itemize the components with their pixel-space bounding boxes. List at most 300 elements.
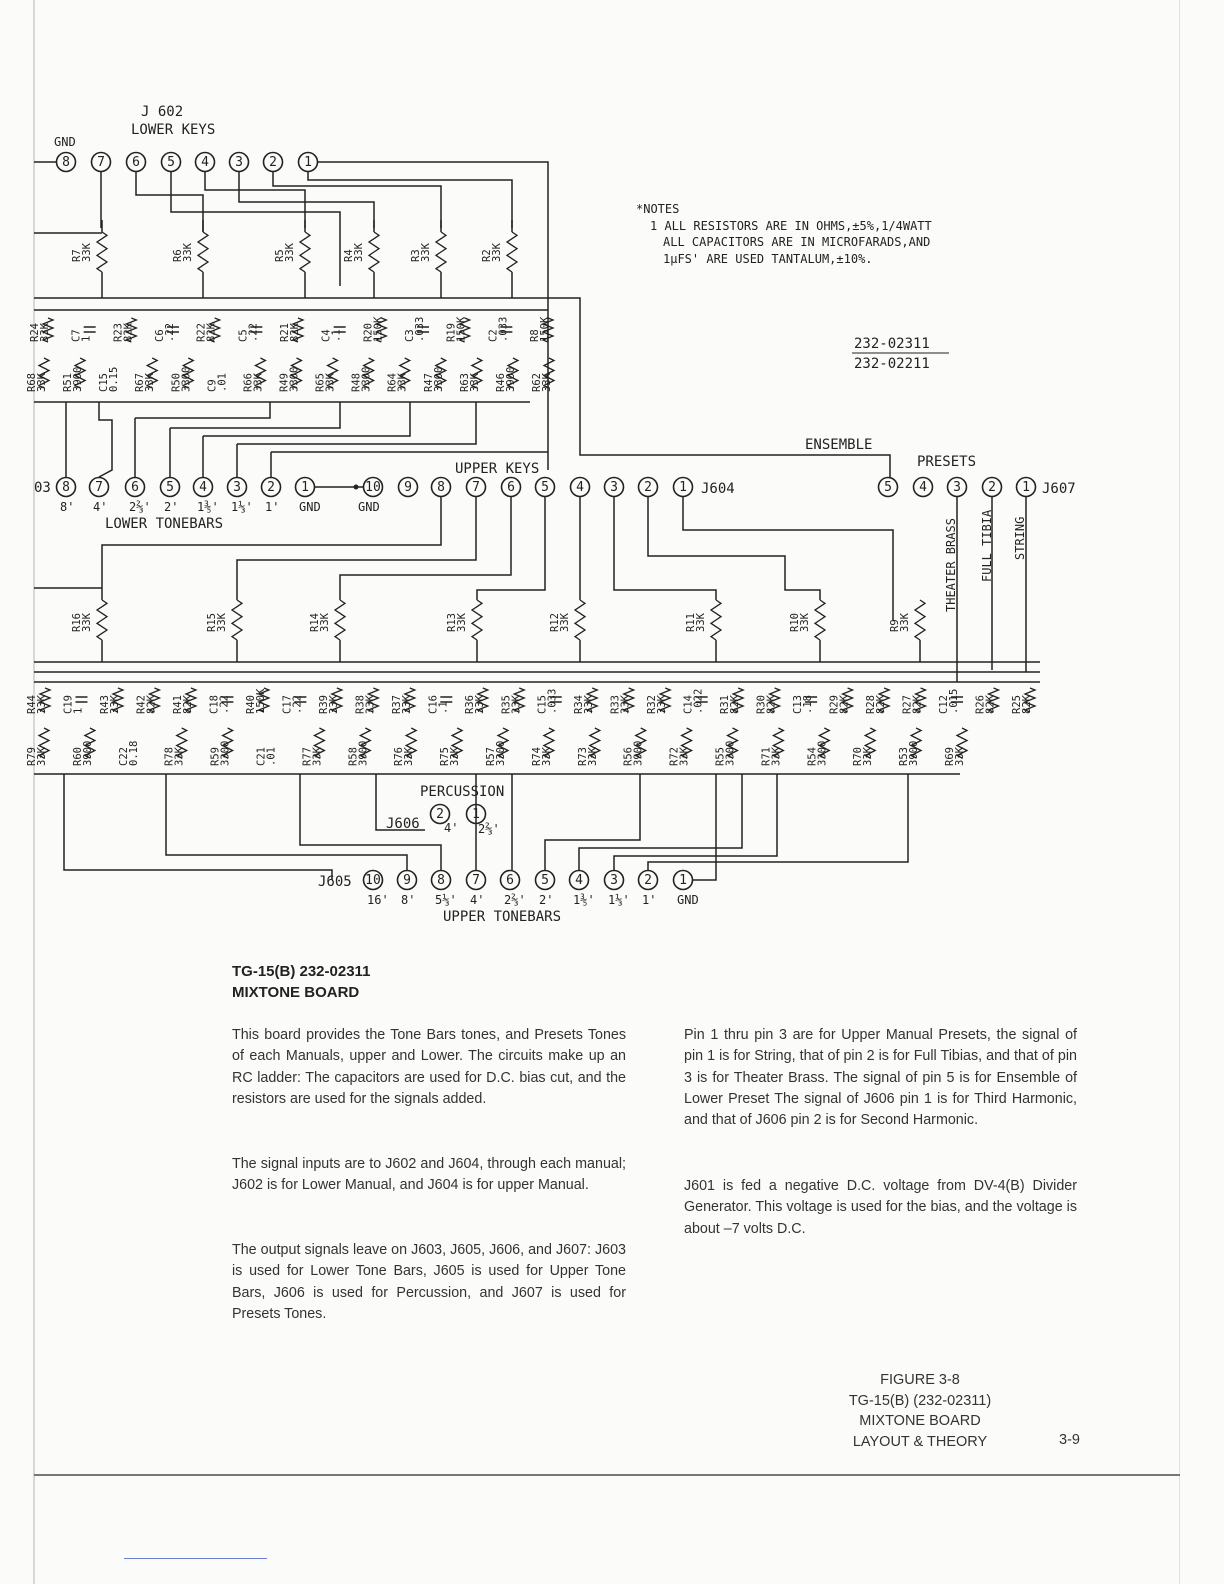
label-c14-la xyxy=(683,689,705,714)
section-title xyxy=(232,961,652,1003)
label-r5 xyxy=(274,242,296,262)
j607-pin-5 xyxy=(879,478,898,497)
j603-label: 03 xyxy=(34,480,51,496)
j604-pin-6 xyxy=(502,478,521,497)
label-r16-value: 33K xyxy=(81,613,93,632)
label-r55-lb-value: 3300 xyxy=(724,740,737,766)
label-c12-la-value: .015 xyxy=(948,688,961,714)
label-r41-la xyxy=(172,694,194,714)
j602-pin-8 xyxy=(57,153,76,172)
label-c21-lb-ref: C21 xyxy=(255,747,268,766)
j604-pin-4 xyxy=(571,478,590,497)
label-r24-a-value: 33K xyxy=(39,323,51,342)
board-name: MIXTONE BOARD xyxy=(232,984,360,1001)
label-r70-lb-ref: R70 xyxy=(852,747,865,766)
label-r26-la xyxy=(975,694,997,714)
j605-footage-1: 16' xyxy=(367,893,389,907)
notes-line-3: 1μFS' ARE USED TANTALUM,±10%. xyxy=(663,252,873,266)
notes-title: *NOTES xyxy=(636,202,680,216)
label-r43-la-ref: R43 xyxy=(98,695,111,714)
label-c3-a-value: .033 xyxy=(414,316,426,342)
label-r78-lb-value: 33K xyxy=(173,747,186,766)
svg-text:9: 9 xyxy=(403,873,411,888)
label-r21-a-ref: R21 xyxy=(279,323,291,342)
label-c9-b-value: .01 xyxy=(216,373,229,392)
j603-pin-3 xyxy=(228,478,247,497)
label-r72-lb-value: 33K xyxy=(678,747,691,766)
label-r55-lb-ref: R55 xyxy=(714,747,727,766)
label-r29-la-value: 82K xyxy=(838,695,851,714)
label-r29-la-ref: R29 xyxy=(828,695,841,714)
label-c3-a xyxy=(404,317,426,342)
label-r28-la-ref: R28 xyxy=(865,695,878,714)
notes-line-2: ALL CAPACITORS ARE IN MICROFARADS,AND xyxy=(663,235,931,249)
label-r66-b-value: 33K xyxy=(252,373,265,392)
j604-pin3-route xyxy=(614,497,716,600)
label-r14 xyxy=(309,612,331,632)
label-c4-a xyxy=(321,329,343,342)
components xyxy=(39,232,1035,758)
part-number-secondary: 232-02211 xyxy=(854,356,930,372)
junction-dot xyxy=(354,485,359,490)
label-c6-a xyxy=(154,323,176,342)
j605-footage-5: 2⅔' xyxy=(504,893,526,907)
label-r39-la xyxy=(318,694,340,714)
j602-pin6-route xyxy=(136,172,203,232)
label-r56-lb-value: 3900 xyxy=(632,740,645,766)
svg-text:2: 2 xyxy=(436,807,444,822)
label-r33-la-value: 33K xyxy=(619,695,632,714)
j606-label: J606 xyxy=(386,816,420,832)
label-c18-la-ref: C18 xyxy=(208,695,221,714)
label-c7-a-ref: C7 xyxy=(70,329,83,342)
label-r42-la-value: 82K xyxy=(145,695,158,714)
label-c15-la xyxy=(537,689,559,714)
svg-text:10: 10 xyxy=(365,480,381,495)
j605-pin3-route xyxy=(614,774,777,870)
j603-pin6-route xyxy=(135,402,270,418)
label-r62-b-value: 33K xyxy=(541,373,553,392)
label-r66-b-ref: R66 xyxy=(242,373,255,392)
resistor-r7 xyxy=(97,232,107,272)
label-r60-lb-value: 3900 xyxy=(81,740,94,766)
j605-pin-9 xyxy=(398,871,417,890)
label-r26-la-value: 82K xyxy=(984,695,997,714)
label-r25-la-value: 82K xyxy=(1021,695,1033,714)
svg-text:5: 5 xyxy=(541,873,549,888)
label-r28-la xyxy=(865,694,887,714)
svg-text:3: 3 xyxy=(235,155,243,170)
label-r39-la-value: 33K xyxy=(327,695,340,714)
label-c21-lb xyxy=(256,747,278,766)
label-c17-la-value: .22 xyxy=(291,695,304,714)
label-r4-ref: R4 xyxy=(343,249,355,262)
label-r6 xyxy=(172,242,194,262)
label-r10 xyxy=(789,612,811,632)
svg-text:4: 4 xyxy=(199,480,207,495)
label-r22-a-value: 82K xyxy=(205,323,218,342)
label-c4-a-value: .1 xyxy=(330,329,343,342)
label-r34-la-ref: R34 xyxy=(573,695,586,714)
label-r40-la-value: 150K xyxy=(254,688,267,714)
j602-pin5-route xyxy=(171,172,340,286)
svg-text:2: 2 xyxy=(644,480,652,495)
label-r23-a-ref: R23 xyxy=(112,323,125,342)
j604-pin2-route xyxy=(648,497,820,600)
resistor-r2 xyxy=(507,232,517,272)
label-r10-value: 33K xyxy=(799,613,811,632)
label-r13-value: 33K xyxy=(456,613,468,632)
label-r71-lb xyxy=(760,746,782,766)
label-c4-a-ref: C4 xyxy=(320,329,333,342)
label-c5-a-value: .22 xyxy=(247,323,260,342)
resistor-r14 xyxy=(335,600,345,640)
j604-pin-7 xyxy=(467,478,486,497)
label-r49-b-ref: R49 xyxy=(278,373,291,392)
page-number: 3-9 xyxy=(1059,1432,1080,1448)
j604-pin-5 xyxy=(536,478,555,497)
label-r78-lb-ref: R78 xyxy=(163,747,176,766)
svg-text:4: 4 xyxy=(575,873,583,888)
label-c21-lb-value: .01 xyxy=(265,747,278,766)
label-r58-lb-ref: R58 xyxy=(347,747,360,766)
j603-pin-4 xyxy=(194,478,213,497)
label-r60-lb xyxy=(72,741,94,766)
label-c9-b-ref: C9 xyxy=(206,379,219,392)
label-c12-la-ref: C12 xyxy=(938,695,951,714)
j605-footage-10: GND xyxy=(677,893,699,907)
label-r42-la-ref: R42 xyxy=(135,695,148,714)
label-r38-la xyxy=(354,694,376,714)
label-r5-ref: R5 xyxy=(274,249,286,262)
label-r24-a xyxy=(29,322,51,342)
label-r67-b xyxy=(134,372,156,392)
j606-footage-2: 2⅔' xyxy=(478,822,500,836)
label-r69-lb-ref: R69 xyxy=(944,747,956,766)
label-r32-la-value: 33K xyxy=(656,695,669,714)
label-r12 xyxy=(549,612,571,632)
label-c3-a-ref: C3 xyxy=(404,329,416,342)
label-r64-b xyxy=(387,372,409,392)
label-r15-ref: R15 xyxy=(206,613,218,632)
label-r55-lb xyxy=(715,741,737,766)
svg-text:8: 8 xyxy=(437,873,445,888)
j604-pin-8 xyxy=(432,478,451,497)
label-r50-b-value: 3300 xyxy=(180,366,193,392)
label-r58-lb-value: 3900 xyxy=(357,740,370,766)
label-c2-a xyxy=(487,317,509,342)
notes-line-1: 1 ALL RESISTORS ARE IN OHMS,±5%,1/4WATT xyxy=(650,219,932,233)
label-r51-b xyxy=(62,367,84,392)
j604-label: J604 xyxy=(701,481,735,497)
j603-footage-2: 4' xyxy=(93,500,108,514)
svg-text:7: 7 xyxy=(97,155,105,170)
resistor-r15 xyxy=(232,600,242,640)
label-c19-la xyxy=(62,695,84,714)
label-c16-la-ref: C16 xyxy=(427,695,440,714)
svg-text:6: 6 xyxy=(506,873,514,888)
label-r59-lb-value: 3300 xyxy=(219,740,232,766)
j603-footage-3: 2⅔' xyxy=(129,500,151,514)
label-r27-la-value: 82K xyxy=(911,695,924,714)
svg-text:1: 1 xyxy=(1022,480,1030,495)
resistor-r3 xyxy=(436,232,446,272)
label-r68-b-value: 33K xyxy=(36,373,48,392)
label-r30-la-value: 82K xyxy=(765,695,778,714)
j605-pin-7 xyxy=(467,871,486,890)
j603-caption: LOWER TONEBARS xyxy=(105,516,224,532)
j605-footage-4: 4' xyxy=(470,893,485,907)
label-r46-b-value: 3900 xyxy=(504,366,517,392)
j603-footage-6: 1⅓' xyxy=(231,500,253,514)
j605-pin-10 xyxy=(364,871,383,890)
label-r43-la-value: 33K xyxy=(108,695,121,714)
label-r67-b-ref: R67 xyxy=(134,373,147,392)
label-r73-lb-value: 33K xyxy=(586,747,599,766)
j603-footage-8: GND xyxy=(299,500,321,514)
label-r25-la xyxy=(1011,694,1033,714)
j605-footage-2: 8' xyxy=(401,893,416,907)
label-r66-b xyxy=(242,372,264,392)
label-r19-a-value: 150K xyxy=(455,316,468,342)
j602-pin-1 xyxy=(299,153,318,172)
label-r72-lb xyxy=(669,746,691,766)
label-c22-lb-value: 0.18 xyxy=(127,740,140,766)
svg-text:9: 9 xyxy=(404,480,412,495)
label-r65-b-ref: R65 xyxy=(314,373,327,392)
label-r23-a xyxy=(112,322,134,342)
j603-footage-4: 2' xyxy=(164,500,179,514)
label-r13-ref: R13 xyxy=(446,613,458,632)
label-c14-la-value: .022 xyxy=(692,688,705,714)
resistor-r4 xyxy=(369,232,379,272)
j603-pin-8 xyxy=(57,478,76,497)
j603-footage-5: 1⅗' xyxy=(197,500,219,514)
svg-text:4: 4 xyxy=(576,480,584,495)
j605-pin-4 xyxy=(570,871,589,890)
label-r38-la-value: 33K xyxy=(364,695,377,714)
label-r47-b xyxy=(423,367,445,392)
j605-footage-7: 1⅗' xyxy=(573,893,595,907)
svg-text:8: 8 xyxy=(62,155,70,170)
j602-title: J 602 xyxy=(141,104,184,120)
board-model: TG-15(B) 232-02311 xyxy=(232,963,371,980)
svg-text:1: 1 xyxy=(472,807,480,822)
label-r44-la-value: 33K xyxy=(36,695,48,714)
label-r48-b xyxy=(351,367,373,392)
label-r35-la-value: 33K xyxy=(510,695,523,714)
j607-pin-3 xyxy=(948,478,967,497)
label-c13-la-ref: C13 xyxy=(792,695,805,714)
label-r73-lb xyxy=(577,746,599,766)
j602-pin-4 xyxy=(196,153,215,172)
ensemble-label: ENSEMBLE xyxy=(805,437,873,453)
label-r7-ref: R7 xyxy=(71,249,83,262)
label-r41-la-ref: R41 xyxy=(171,695,184,714)
label-r47-b-ref: R47 xyxy=(422,373,435,392)
label-r65-b xyxy=(315,372,337,392)
label-r26-la-ref: R26 xyxy=(974,695,987,714)
label-r8-a xyxy=(529,316,551,342)
label-r7 xyxy=(71,242,93,262)
label-r30-la xyxy=(756,694,778,714)
figure-subject: LAYOUT & THEORY xyxy=(852,1433,988,1450)
label-r35-la-ref: R35 xyxy=(500,695,513,714)
label-c17-la-ref: C17 xyxy=(281,695,294,714)
label-r15-value: 33K xyxy=(216,613,228,632)
label-r44-la-ref: R44 xyxy=(26,695,38,714)
label-r62-b-ref: R62 xyxy=(531,373,543,392)
label-r64-b-ref: R64 xyxy=(386,373,399,392)
label-c16-la-value: .1 xyxy=(437,701,450,714)
label-r57-lb-ref: R57 xyxy=(485,747,497,766)
j605-footage-8: 1⅓' xyxy=(608,893,630,907)
label-r16-ref: R16 xyxy=(71,613,83,632)
j602-gnd-label: GND xyxy=(54,135,76,149)
label-c9-b xyxy=(206,373,228,392)
j605-pin-6 xyxy=(501,871,520,890)
label-r31-la xyxy=(719,694,741,714)
label-r57-lb xyxy=(485,741,507,766)
label-c22-lb-ref: C22 xyxy=(117,747,130,766)
svg-text:5: 5 xyxy=(541,480,549,495)
label-r47-b-value: 3300 xyxy=(432,366,445,392)
resistor-r10 xyxy=(815,600,825,640)
label-r4 xyxy=(343,242,365,262)
label-r53-lb xyxy=(898,741,920,766)
resistor-r11 xyxy=(711,600,721,640)
figure-caption xyxy=(820,1370,1020,1452)
label-r41-la-value: 82K xyxy=(181,695,194,714)
label-r54-lb-ref: R54 xyxy=(806,747,819,766)
label-r32-la-ref: R32 xyxy=(646,695,659,714)
label-r43-la xyxy=(99,694,121,714)
j607-pin-1 xyxy=(1017,478,1036,497)
label-r31-la-value: 82K xyxy=(729,695,742,714)
label-r14-ref: R14 xyxy=(309,613,321,632)
figure-board: MIXTONE BOARD xyxy=(859,1413,981,1429)
label-r63-b-value: 33K xyxy=(468,373,481,392)
svg-text:3: 3 xyxy=(610,873,618,888)
label-r44-la xyxy=(26,694,48,714)
label-r27-la xyxy=(902,694,924,714)
label-r6-ref: R6 xyxy=(172,249,184,262)
label-r62-b xyxy=(531,372,553,392)
label-c19-la-ref: C19 xyxy=(62,695,75,714)
j603-pin3-route xyxy=(237,402,476,444)
label-c15-la-ref: C15 xyxy=(536,695,549,714)
description-paragraph-2: The signal inputs are to J602 and J604, through each manual; J602 is for Lower Manual, and J604 is for upper Manual. xyxy=(232,1156,626,1194)
svg-text:8: 8 xyxy=(62,480,70,495)
j602-pin4-route xyxy=(205,172,305,228)
j605-pin9-route xyxy=(166,774,407,870)
label-r60-lb-ref: R60 xyxy=(71,747,84,766)
label-r20-a-value: 150K xyxy=(372,316,385,342)
svg-text:7: 7 xyxy=(95,480,103,495)
label-c15-la-value: .033 xyxy=(546,688,559,714)
part-number-primary: 232-02311 xyxy=(854,336,930,352)
label-r33-la-ref: R33 xyxy=(609,695,622,714)
description-paragraph-5: J601 is fed a negative D.C. voltage from DV-4(B) Divider Generator. This voltage is used for the bias, and the voltage is about –7 volts D.C. xyxy=(684,1178,1077,1237)
j605-footage-3: 5⅓' xyxy=(435,893,457,907)
j605-footage-6: 2' xyxy=(539,893,554,907)
label-r56-lb-ref: R56 xyxy=(622,747,635,766)
schematic-labels xyxy=(26,104,1076,925)
label-r57-lb-value: 3300 xyxy=(495,740,507,766)
label-r51-b-ref: R51 xyxy=(62,373,75,392)
svg-text:3: 3 xyxy=(233,480,241,495)
label-r74-lb-value: 33K xyxy=(540,747,553,766)
label-r12-ref: R12 xyxy=(549,613,561,632)
label-c6-a-ref: C6 xyxy=(154,329,166,342)
j607-label: J607 xyxy=(1042,481,1076,497)
label-r13 xyxy=(446,612,468,632)
j607-pin-2 xyxy=(983,478,1002,497)
label-r11-value: 33K xyxy=(695,613,707,632)
presets-label: PRESETS xyxy=(917,454,977,470)
label-r75-lb-value: 33K xyxy=(449,747,462,766)
label-r19-a xyxy=(446,316,468,342)
label-r16 xyxy=(71,612,93,632)
label-r42-la xyxy=(135,694,157,714)
label-r79-lb xyxy=(26,746,48,766)
label-c19-la-value: 1 xyxy=(72,707,85,714)
label-r69-lb xyxy=(944,746,966,766)
label-c15-b-value: 0.15 xyxy=(108,366,121,392)
label-r75-lb xyxy=(439,746,461,766)
j607-pin-4 xyxy=(914,478,933,497)
resistor-r16 xyxy=(97,600,107,640)
label-r54-lb-value: 3300 xyxy=(816,740,829,766)
svg-text:2: 2 xyxy=(269,155,277,170)
svg-text:8: 8 xyxy=(437,480,445,495)
label-r25-la-ref: R25 xyxy=(1011,695,1023,714)
svg-text:1: 1 xyxy=(679,480,687,495)
label-r37-la-ref: R37 xyxy=(390,695,403,714)
label-r77-lb xyxy=(301,746,323,766)
svg-text:4: 4 xyxy=(919,480,927,495)
label-c17-la xyxy=(281,695,303,714)
label-c7-a xyxy=(71,329,93,342)
j602-pin-2 xyxy=(264,153,283,172)
label-c13-la xyxy=(792,695,814,714)
label-r20-a-ref: R20 xyxy=(362,323,375,342)
svg-text:3: 3 xyxy=(610,480,618,495)
label-r22-a-ref: R22 xyxy=(195,323,208,342)
label-r49-b-value: 3300 xyxy=(288,366,301,392)
j604-gnd-label: GND xyxy=(358,500,380,514)
label-r14-value: 33K xyxy=(319,613,331,632)
svg-text:10: 10 xyxy=(365,873,381,888)
j603-footage-7: 1' xyxy=(265,500,280,514)
resistor-r12 xyxy=(575,600,585,640)
figure-number: FIGURE 3-8 xyxy=(880,1372,960,1388)
label-c14-la-ref: C14 xyxy=(682,695,695,714)
label-r76-lb-value: 33K xyxy=(403,747,416,766)
label-r32-la xyxy=(646,694,668,714)
label-r36-la-value: 33K xyxy=(473,695,486,714)
svg-text:5: 5 xyxy=(167,155,175,170)
label-r6-value: 33K xyxy=(182,243,194,262)
j603-pin-6 xyxy=(126,478,145,497)
label-r10-ref: R10 xyxy=(789,613,801,632)
label-r74-lb xyxy=(531,746,553,766)
svg-text:5: 5 xyxy=(884,480,892,495)
label-r49-b xyxy=(279,367,301,392)
label-r54-lb xyxy=(806,741,828,766)
label-r79-lb-ref: R79 xyxy=(26,747,38,766)
label-c7-a-value: 1 xyxy=(80,335,93,342)
